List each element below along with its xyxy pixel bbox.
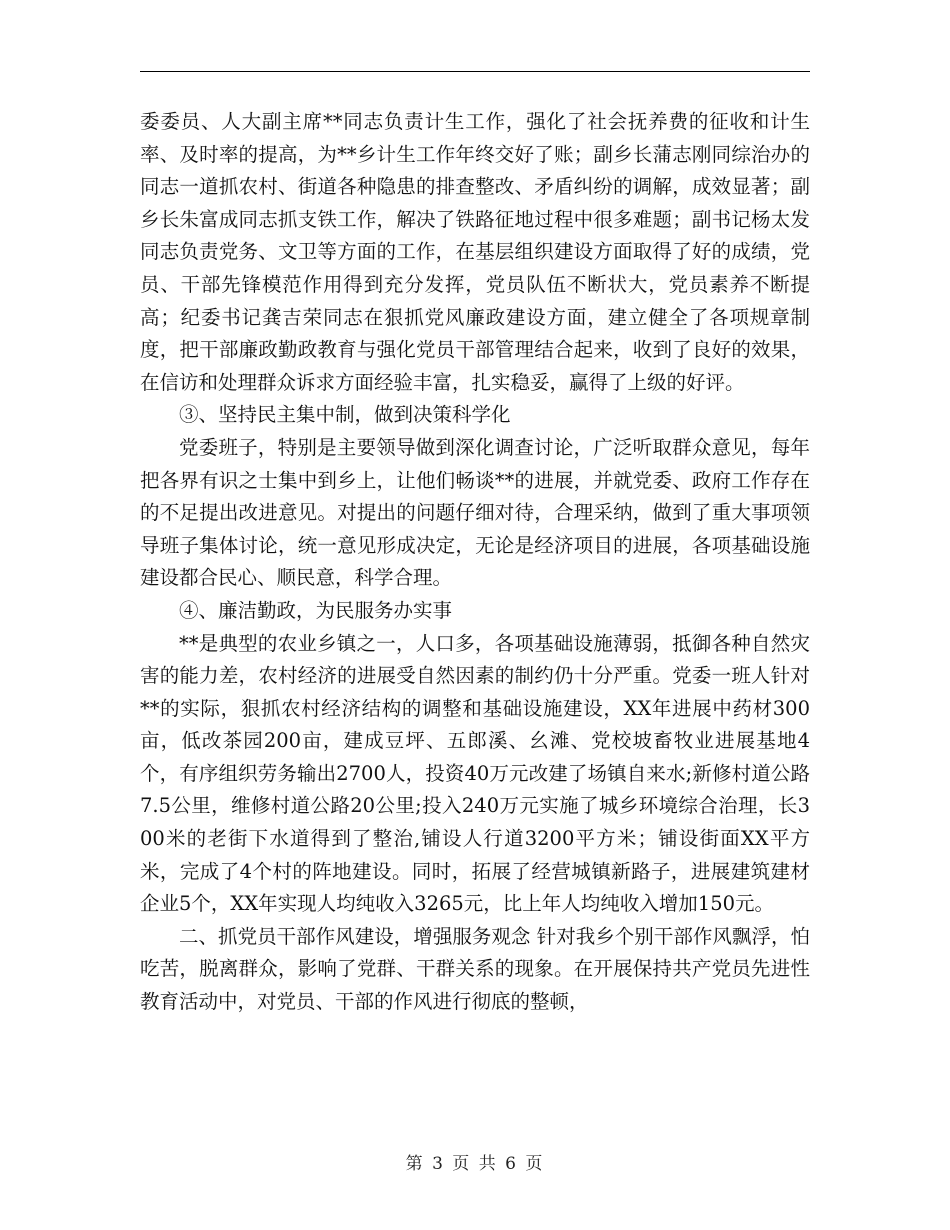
page-number-footer: 第 3 页 共 6 页 bbox=[405, 1154, 545, 1174]
section-heading-clean-governance: ④、廉洁勤政，为民服务办实事 bbox=[179, 598, 453, 622]
document-body bbox=[140, 106, 810, 1019]
header-rule bbox=[140, 71, 810, 72]
paragraph-democratic-centralism: 党委班子，特别是主要领导做到深化调查讨论，广泛听取群众意见，每年把各界有识之士集中到乡上，让他们畅谈**的进展，并就党委、政府工作存在的不足提出改进意见。对提出的问题仔细对待，合理采纳，做到了重大事项领导班子集体讨论，统一意见形成决定，无论是经济项目的进展，各项基础设施建设都合民心、顺民意，科学合理。 bbox=[140, 435, 810, 590]
paragraph-work-style: 二、抓党员干部作风建设，增强服务观念 针对我乡个别干部作风飘浮，怕吃苦，脱离群众，影响了党群、干群关系的现象。在开展保持共产党员先进性教育活动中，对党员、干部的作风进行彻底的整顿， bbox=[140, 924, 810, 1014]
paragraph-clean-governance: **是典型的农业乡镇之一，人口多，各项基础设施薄弱，抵御各种自然灾害的能力差，农村经济的进展受自然因素的制约仍十分严重。党委一班人针对**的实际，狠抓农村经济结构的调整和基础设施建设，XX年进展中药材300亩，低改茶园200亩，建成豆坪、五郎溪、幺滩、党校坡畜牧业进展基地4个，有序组织劳务输出2700人，投资40万元改建了场镇自来水;新修村道公路7.5公里，维修村道公路20公里;投入240万元实施了城乡环境综合治理，长300米的老街下水道得到了整治,铺设人行道3200平方米；铺设街面XX平方米，完成了4个村的阵地建设。同时，拓展了经营城镇新路子，进展建筑建材企业5个，XX年实现人均纯收入3265元，比上年人均纯收入增加150元。 bbox=[140, 631, 810, 916]
section-heading-democratic-centralism: ③、坚持民主集中制，做到决策科学化 bbox=[179, 403, 511, 427]
paragraph-continuation: 委委员、人大副主席**同志负责计生工作，强化了社会抚养费的征收和计生率、及时率的提高，为**乡计生工作年终交好了账；副乡长蒲志刚同综治办的同志一道抓农村、街道各种隐患的排查整改、矛盾纠纷的调解，成效显著；副乡长朱富成同志抓支铁工作，解决了铁路征地过程中很多难题；副书记杨太发同志负责党务、文卫等方面的工作，在基层组织建设方面取得了好的成绩，党员、干部先锋模范作用得到充分发挥，党员队伍不断状大，党员素养不断提高；纪委书记龚吉荣同志在狠抓党风廉政建设方面，建立健全了各项规章制度，把干部廉政勤政教育与强化党员干部管理结合起来，收到了良好的效果，在信访和处理群众诉求方面经验丰富，扎实稳妥，赢得了上级的好评。 bbox=[140, 110, 810, 394]
